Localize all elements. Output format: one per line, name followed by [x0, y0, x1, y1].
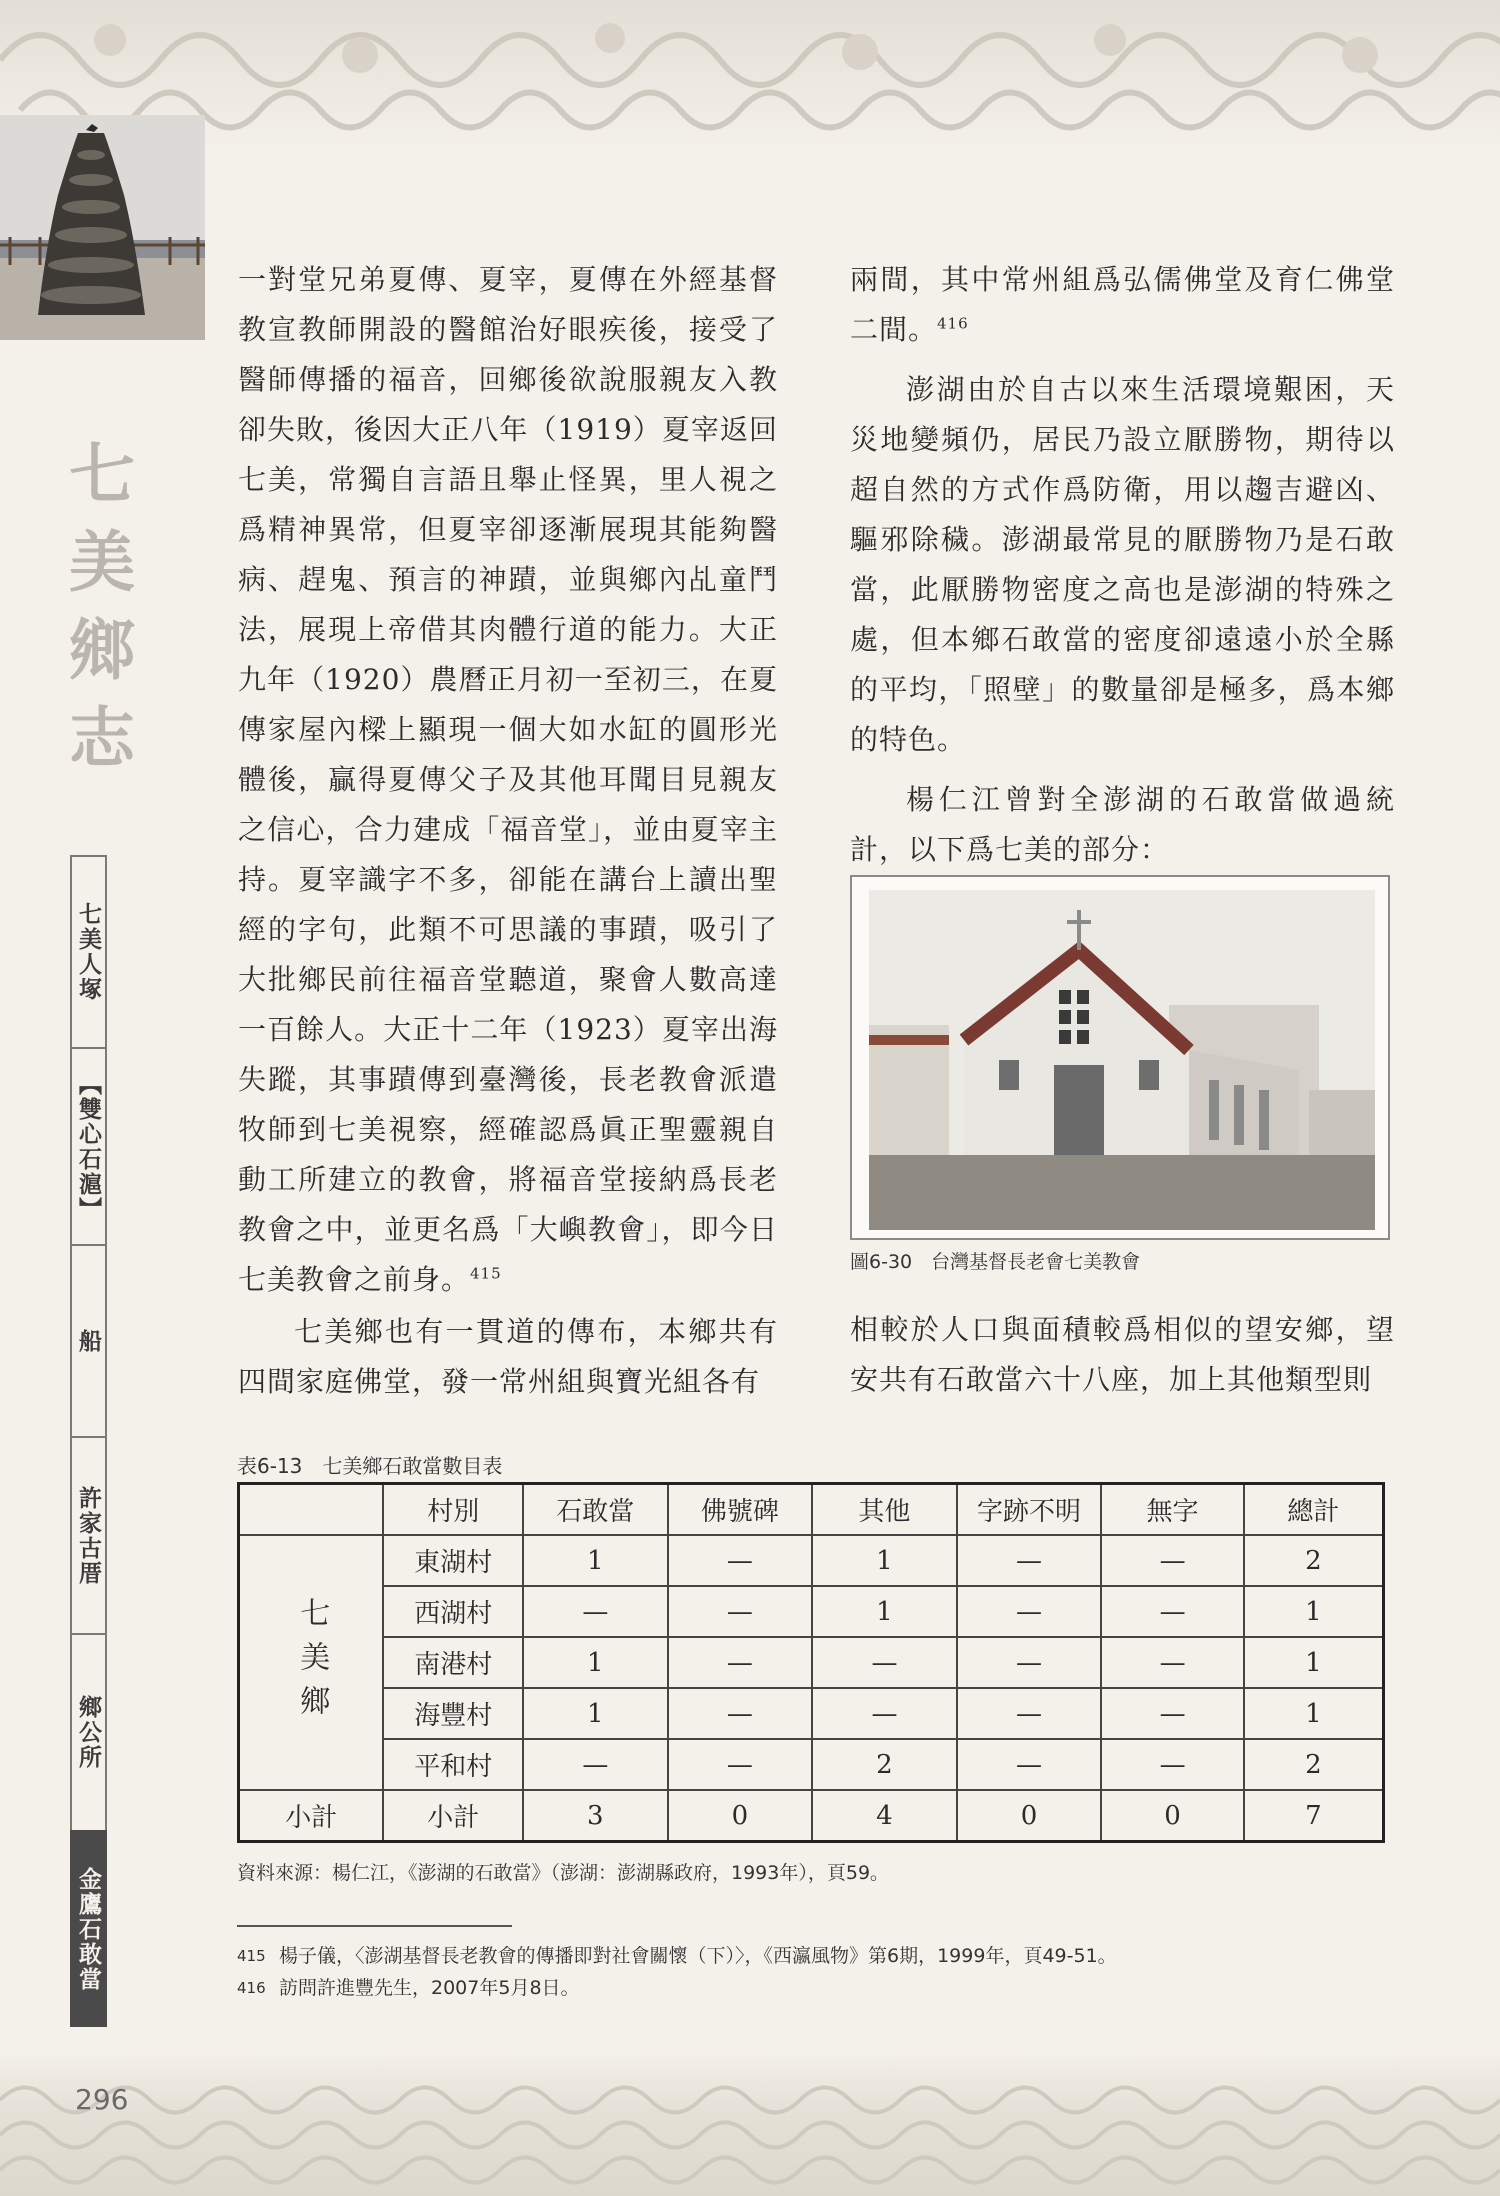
table-row — [239, 1637, 1384, 1688]
stone-tower-photo — [0, 115, 205, 340]
paragraph-text: 兩間，其中常州組爲弘儒佛堂及育仁佛堂二間。 — [850, 263, 1395, 346]
footnote-number: 416 — [237, 1979, 266, 1997]
table-header-cell: 無字 — [1101, 1484, 1244, 1536]
table-row — [239, 1586, 1384, 1637]
table-cell: — — [957, 1535, 1102, 1586]
footnote — [237, 1940, 1117, 1972]
figure-caption: 圖6-30 台灣基督長老會七美教會 — [850, 1251, 1141, 1273]
book-title-char: 志 — [69, 699, 135, 777]
side-nav — [70, 855, 134, 2027]
paragraph: 澎湖由於自古以來生活環境艱困，天災地變頻仍，居民乃設立厭勝物，期待以超自然的方式作爲防衛，用以趨吉避凶、驅邪除穢。澎湖最常見的厭勝物乃是石敢當，此厭勝物密度之高也是澎湖的特殊之處，但本鄉石敢當的密度卻遠遠小於全縣的平均，「照壁」的數量卻是極多，爲本鄉的特色。 — [850, 373, 1395, 756]
book-title — [62, 430, 142, 810]
table-cell: — — [957, 1739, 1102, 1790]
header-cloud-band — [0, 0, 1500, 150]
table-cell: 0 — [1101, 1790, 1244, 1842]
table-cell: — — [668, 1535, 813, 1586]
table-cell: — — [957, 1688, 1102, 1739]
table-cell: 2 — [812, 1739, 957, 1790]
footnotes — [237, 1940, 1117, 2004]
cloud-pattern-icon — [0, 0, 1500, 150]
footnote-number: 415 — [237, 1947, 266, 1965]
table-cell: 2 — [1244, 1739, 1384, 1790]
table-header-cell: 佛號碑 — [668, 1484, 813, 1536]
table-cell: — — [1101, 1535, 1244, 1586]
table-cell: — — [668, 1637, 813, 1688]
left-column — [238, 255, 778, 1407]
nav-item-qimei-tomb[interactable]: 七美人塚 — [70, 855, 107, 1047]
table-header-cell: 石敢當 — [523, 1484, 668, 1536]
table-cell: — — [523, 1739, 668, 1790]
table-header-cell: 字跡不明 — [957, 1484, 1102, 1536]
table-cell: 1 — [523, 1688, 668, 1739]
table-cell: 3 — [523, 1790, 668, 1842]
table-cell: 7 — [1244, 1790, 1384, 1842]
table-cell: 1 — [812, 1535, 957, 1586]
paragraph-text: 一對堂兄弟夏傳、夏宰，夏傳在外經基督教宣教師開設的醫館治好眼疾後，接受了醫師傳播的福音，回鄉後欲說服親友入教卻失敗，後因大正八年（1919）夏宰返回七美，常獨自言語且舉止怪異，里人視之爲精神異常，但夏宰卻逐漸展現其能夠醫病、趕鬼、預言的神蹟，並與鄉內乩童鬥法，展現上帝借其肉體行道的能力。大正九年（1920）農曆正月初一至初三，在夏傳家屋內樑上顯現一個大如水缸的圓形光體後，贏得夏傳父子及其他耳聞目見親友之信心，合力建成「福音堂」，並由夏宰主持。夏宰識字不多，卻能在講台上讀出聖經的字句，此類不可思議的事蹟，吸引了大批鄉民前往福音堂聽道，聚會人數高達一百餘人。大正十二年（1923）夏宰出海失蹤，其事蹟傳到臺灣後，長老教會派遣牧師到七美視察，經確認爲眞正聖靈親自動工所建立的教會，將福音堂接納爲長老教會之中，並更名爲「大嶼教會」，即今日七美教會之前身。 — [238, 263, 778, 1296]
footnote-ref[interactable]: 415 — [470, 1264, 502, 1283]
nav-item-hsu-house[interactable]: 許家古厝 — [70, 1436, 107, 1633]
paragraph — [850, 255, 1395, 355]
table-cell: 海豐村 — [383, 1688, 523, 1739]
right-column-bottom — [850, 1305, 1395, 1405]
nav-item-double-heart-weir[interactable]: 【雙心石滬】 — [70, 1047, 107, 1244]
footer-wave-band — [0, 2050, 1500, 2196]
table-header-cell: 其他 — [812, 1484, 957, 1536]
table-cell: — — [668, 1586, 813, 1637]
table-row — [239, 1688, 1384, 1739]
table-cell: 2 — [1244, 1535, 1384, 1586]
paragraph: 七美鄉也有一貫道的傳布，本鄉共有四間家庭佛堂，發一常州組與寶光組各有 — [238, 1315, 778, 1398]
table-cell: 平和村 — [383, 1739, 523, 1790]
table-cell: 0 — [668, 1790, 813, 1842]
table-cell: 1 — [1244, 1586, 1384, 1637]
table-header-cell — [239, 1484, 384, 1536]
table-cell: 1 — [523, 1637, 668, 1688]
table-row — [239, 1739, 1384, 1790]
table-group-label: 七美鄉 — [239, 1535, 384, 1790]
table-title: 表6-13 七美鄉石敢當數目表 — [237, 1454, 503, 1478]
nav-item-golden-eagle-stone[interactable]: 金鷹石敢當 — [70, 1830, 107, 2027]
table-cell: 1 — [812, 1586, 957, 1637]
table-cell: — — [1101, 1688, 1244, 1739]
table-cell: 小計 — [239, 1790, 384, 1842]
footnote — [237, 1972, 1117, 2004]
table-cell: — — [812, 1688, 957, 1739]
table-cell: — — [812, 1637, 957, 1688]
book-title-char: 美 — [69, 523, 135, 601]
church-photo — [869, 890, 1375, 1230]
table-cell: — — [523, 1586, 668, 1637]
table-cell: — — [668, 1739, 813, 1790]
table-header-cell: 總計 — [1244, 1484, 1384, 1536]
wave-pattern-icon — [0, 2050, 1500, 2196]
footnote-divider — [237, 1925, 512, 1927]
paragraph: 相較於人口與面積較爲相似的望安鄉，望安共有石敢當六十八座，加上其他類型則 — [850, 1313, 1395, 1396]
paragraph — [238, 255, 778, 1305]
footnote-ref[interactable]: 416 — [937, 314, 969, 333]
table-cell: 1 — [1244, 1688, 1384, 1739]
right-column-top — [850, 255, 1395, 875]
table-cell: 1 — [1244, 1637, 1384, 1688]
table-row — [239, 1535, 1384, 1586]
table-cell: 4 — [812, 1790, 957, 1842]
table-cell: — — [1101, 1637, 1244, 1688]
table-cell: 小計 — [383, 1790, 523, 1842]
book-title-char: 鄉 — [69, 611, 135, 689]
nav-item-township-office[interactable]: 鄉公所 — [70, 1633, 107, 1830]
table-cell: — — [1101, 1739, 1244, 1790]
table-cell: 東湖村 — [383, 1535, 523, 1586]
stone-gandang-table — [237, 1482, 1385, 1843]
table-subtotal-row — [239, 1790, 1384, 1842]
table-cell: 0 — [957, 1790, 1102, 1842]
table-cell: — — [668, 1688, 813, 1739]
footnote-text: 訪問許進豐先生，2007年5月8日。 — [279, 1977, 580, 1999]
table-cell: 南港村 — [383, 1637, 523, 1688]
table-header-row — [239, 1484, 1384, 1536]
table-cell: — — [1101, 1586, 1244, 1637]
paragraph: 楊仁江曾對全澎湖的石敢當做過統計，以下爲七美的部分： — [850, 783, 1395, 866]
table-source-note: 資料來源：楊仁江，《澎湖的石敢當》（澎湖：澎湖縣政府，1993年），頁59。 — [237, 1862, 890, 1884]
table-header-cell: 村別 — [383, 1484, 523, 1536]
page-number: 296 — [75, 2083, 129, 2116]
table-cell: — — [957, 1586, 1102, 1637]
table-cell: 1 — [523, 1535, 668, 1586]
book-title-char: 七 — [69, 435, 135, 513]
table-cell: 西湖村 — [383, 1586, 523, 1637]
church-photo-frame — [850, 875, 1390, 1240]
table-cell: — — [957, 1637, 1102, 1688]
footnote-text: 楊子儀，〈澎湖基督長老教會的傳播即對社會關懷（下）〉，《西瀛風物》第6期，1999年，頁49-51。 — [279, 1945, 1117, 1967]
nav-item-boat[interactable]: 船 — [70, 1244, 107, 1436]
